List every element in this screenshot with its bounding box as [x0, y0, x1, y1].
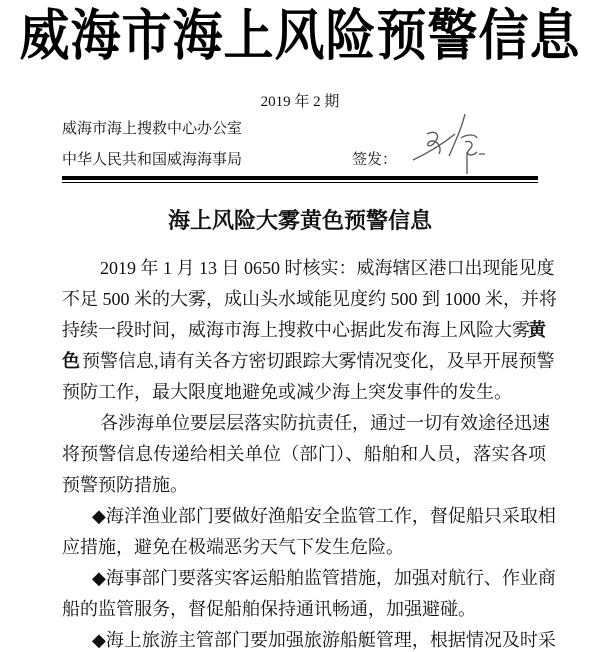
bullet-line: ◆海洋渔业部门要做好渔船安全监管工作，督促船只采取相: [92, 506, 556, 526]
body-line: 持续一段时间，威海市海上搜救中心据此发布海上风险大雾: [62, 320, 530, 340]
header-rule: [62, 176, 538, 180]
bold-text: 色: [62, 351, 80, 371]
issuing-org-1: 威海市海上搜救中心办公室: [62, 121, 243, 137]
body-line: 船的监管服务，督促船舶保持通讯畅通，加强避碰。: [62, 599, 476, 619]
body-line: 不足 500 米的大雾，成山头水域能见度约 500 到 1000 米，并将: [62, 289, 557, 309]
notice-heading: 海上风险大雾黄色预警信息: [167, 209, 432, 234]
bullet-line: ◆海上旅游主管部门要加强旅游船艇管理，根据情况及时采: [92, 630, 556, 650]
body-line: 2019 年 1 月 13 日 0650 时核实：威海辖区港口出现能见度: [100, 258, 555, 278]
body-line-bold: [528, 318, 548, 342]
body-line: 预防工作，最大限度地避免或减少海上突发事件的发生。: [62, 382, 512, 402]
body-line: 各涉海单位要层层落实防抗责任，通过一切有效途径迅速: [100, 413, 550, 433]
sign-label: 签发：: [352, 152, 398, 168]
body-line: 预警信息,请有关各方密切跟踪大雾情况变化，及早开展预警: [82, 351, 555, 371]
masthead-title: 威海市海上风险预警信息: [19, 4, 581, 68]
issuing-org-2: 中华人民共和国威海海事局: [62, 152, 243, 168]
header-rule-thin: [62, 182, 538, 183]
body-line: 预警预防措施。: [62, 475, 188, 495]
handwritten-signature: [405, 112, 495, 182]
body-line: 应措施，避免在极端恶劣天气下发生危险。: [62, 537, 404, 557]
body-line-bold: [62, 349, 82, 373]
bold-text: 黄: [528, 320, 546, 340]
bullet-line: ◆海事部门要落实客运船舶监管措施，加强对航行、作业商: [92, 568, 556, 588]
body-line: 将预警信息传递给相关单位（部门）、船舶和人员，落实各项: [62, 444, 546, 464]
issue-number: 2019 年 2 期: [260, 94, 340, 110]
